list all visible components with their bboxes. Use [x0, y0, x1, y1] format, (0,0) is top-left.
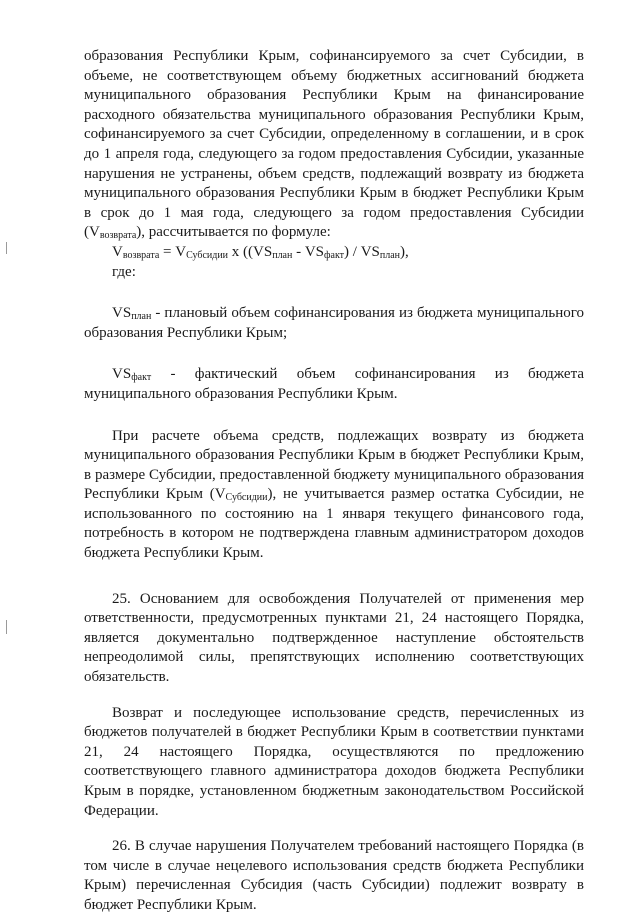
formula-subscript: факт — [324, 249, 345, 261]
paragraph-calculation — [84, 427, 584, 564]
formula-part: - VS — [292, 243, 325, 260]
formula-part: V — [112, 243, 123, 260]
paragraph-text: образования Республики Крым, софинансируемого за счет Субсидии, в объеме, не соответствующем объему бюджетных ассигнований бюджета муниципального образования Республики Крым на финансирование расходного обязательства муниципального образования Республики Крым, софинансируемого за счет Субсидии, определенному в соглашении, и в срок до 1 апреля года, следующего за годом предоставления Субсидии, указанные нарушения не устранены, объем средств, подлежащий возврату из бюджета муниципального образования Республики Крым в бюджет Республики Крым в срок до 1 мая года, следующего за годом предоставления Субсидии (V — [84, 48, 584, 241]
paragraph-text: При расчете объема средств, подлежащих возврату из бюджета муниципального образования Республики Крым в бюджет Республики Крым, в размере Субсидии, предоставленной бюджету муниципального образования Республики Крым (V — [84, 427, 584, 503]
definition-fact — [84, 365, 584, 404]
paragraph-text: ), рассчитывается по формуле: — [136, 224, 331, 241]
scan-artifact-mark — [6, 242, 7, 254]
definition-word: бюджета — [528, 366, 584, 383]
definition-symbol: VS — [112, 305, 132, 322]
definition-word: фактический — [194, 366, 278, 383]
paragraph-return: Возврат и последующее использование средств, перечисленных из бюджетов получателей в бюджет Республики Крым в соответствии пунктами 21, 24 настоящего Порядка, осуществляются по предложению соответствующего главного администратора доходов бюджета Республики Крым в порядке, установленном бюджетным законодательством Российской Федерации. — [84, 704, 584, 819]
paragraph-26: 26. В случае нарушения Получателем требований настоящего Порядка (в том числе в случае нецелевого использования средств бюджета Республики Крым) перечисленная Субсидия (часть Субсидии) подлежит возврату в бюджет Республики Крым. — [84, 838, 584, 913]
definition-plan — [84, 304, 584, 343]
formula-subscript: план — [272, 249, 293, 261]
definition-symbol — [112, 365, 151, 385]
formula-part: ) / VS — [344, 243, 380, 260]
formula-subscript: возврата — [122, 249, 160, 261]
paragraph-refund-conditions — [84, 47, 584, 243]
refund-formula — [84, 243, 584, 263]
document-body — [84, 47, 584, 916]
definition-subscript: план — [131, 311, 152, 323]
subscript: Субсидии — [225, 492, 268, 504]
formula-subscript: Субсидии — [186, 249, 229, 261]
formula-subscript: план — [379, 249, 401, 261]
definition-word: из — [494, 366, 509, 383]
definition-symbol-text: VS — [112, 366, 132, 383]
subscript: возврата — [99, 230, 137, 242]
definition-fact-first-line — [84, 365, 584, 385]
paragraph-25: 25. Основанием для освобождения Получателей от применения мер ответственности, предусмотренных пунктами 21, 24 настоящего Порядка, является документально подтвержденное наступление обстоятельств непреодолимой силы, препятствующих исполнению соответствующих обязательств. — [84, 590, 584, 686]
where-label: где: — [112, 263, 136, 280]
definition-text: - плановый объем софинансирования из бюджета муниципального образования Республики Крым; — [84, 305, 584, 341]
scan-artifact-mark — [6, 620, 7, 634]
definition-word: - — [170, 366, 176, 383]
formula-part: х ((VS — [228, 243, 273, 260]
definition-fact-continuation: муниципального образования Республики Крым. — [84, 385, 398, 402]
formula-part: ), — [400, 243, 409, 260]
definition-word: объем — [296, 366, 336, 383]
definition-word: софинансирования — [354, 366, 476, 383]
paragraph-text: ), не учитывается размер остатка Субсидии, не использованного по состоянию на 1 января текущего финансового года, потребность в котором не подтверждена главным администратором доходов бюджета Республики Крым. — [84, 486, 584, 562]
definition-subscript: факт — [131, 372, 152, 384]
formula-part: = V — [159, 243, 187, 260]
